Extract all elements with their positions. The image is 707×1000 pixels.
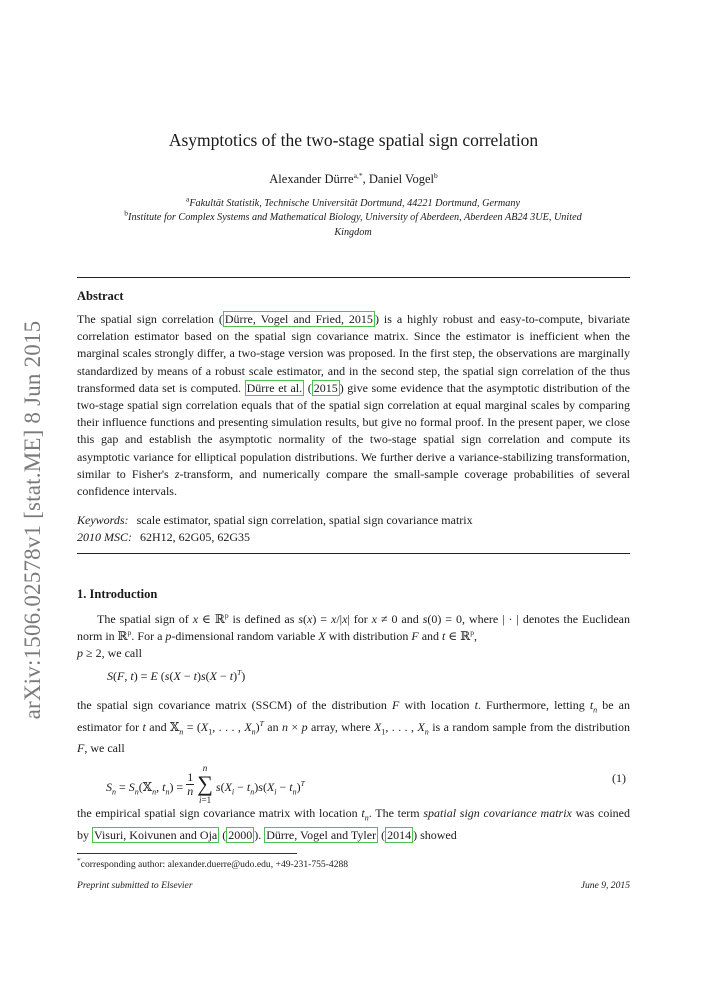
keywords: Keywords: scale estimator, spatial sign correlation, spatial sign covariance matrix bbox=[77, 513, 473, 527]
equation-empirical-sscm: $S_n$ = $S_n(𝕏_n$, $t_n$) = $\frac{1}{n}$ n ∑ i=1 $s(X_i - t_n)s(X_i - t_n)^T$ bbox=[106, 763, 305, 805]
citation-durre-2015[interactable]: Dürre, Vogel and Fried, 2015 bbox=[224, 312, 373, 326]
citation-durre-tyler[interactable]: Dürre, Vogel and Tyler bbox=[266, 827, 377, 842]
msc-codes: 2010 MSC: 62H12, 62G05, 62G35 bbox=[77, 530, 250, 544]
author-1-mark: a,* bbox=[353, 170, 363, 180]
intro-paragraph-3: the empirical spatial sign covariance matrix with location $t_n$. The term spatial sign covariance matrix was coined by Visuri, Koivunen and Oja ( 2000 ). Dürre, Vogel and Tyler ( 2014 ) showed bbox=[77, 806, 630, 842]
intro-paragraph-1: The spatial sign of x ∈ ℝ$^p$ is defined as s(x) = x/|x| for x ≠ 0 and s(0) = 0, where | · | denotes the Euclidean norm in ℝ$^p$. For a p-dimensional random variable X with distribution F and t ∈ ℝ$^p$, p ≥ 2, we call bbox=[77, 611, 631, 661]
affiliation-b: $^b$Institute for Complex Systems and Mathematical Biology, University of Aberdeen, Aberdeen AB24 3UE, United Kingdom bbox=[124, 208, 582, 238]
paper-title: Asymptotics of the two-stage spatial sign correlation bbox=[168, 130, 539, 150]
author-1: Alexander Dürre bbox=[269, 172, 354, 186]
citation-durre-et-al[interactable]: Dürre et al. bbox=[246, 380, 303, 395]
footnote-rule bbox=[77, 853, 297, 854]
citation-durre-et-al-year[interactable]: 2015 bbox=[313, 380, 338, 395]
intro-paragraph-2: the spatial sign covariance matrix (SSCM) of the distribution F with location t. Furthermore, letting $t_n$ be an estimator for t and 𝕏$_n$ = ($X_1$, . . . , $X_n)^T$ an n × p array, where $X_1$, . . . , $X_n$ is a random sample from the distribution F, we call bbox=[77, 698, 630, 756]
footer-left: Preprint submitted to Elsevier bbox=[77, 880, 193, 891]
citation-durre-tyler-year[interactable]: 2014 bbox=[387, 827, 412, 842]
top-rule bbox=[77, 277, 630, 278]
author-line: Alexander Dürre$^{a,*}$, Daniel Vogel$^b$ bbox=[269, 170, 438, 186]
footer-date: June 9, 2015 bbox=[580, 880, 630, 891]
author-2: Daniel Vogel bbox=[368, 172, 434, 186]
bottom-rule bbox=[77, 553, 630, 554]
equation-sscm: S(F, t) = E $(s(X - t)s(X - t)^T)$ bbox=[107, 668, 246, 683]
arxiv-side-label: arXiv:1506.02578v1 [stat.ME] 8 Jun 2015 bbox=[20, 320, 45, 720]
affiliation-a: $^a$Fakultät Statistik, Technische Universität Dortmund, 44221 Dortmund, Germany bbox=[185, 194, 521, 209]
abstract-text: The spatial sign correlation ( Dürre, Vogel and Fried, 2015 ) is a highly robust and easy-to-compute, bivariate correlation estimator based on the spatial sign covariance matrix. Since the estimator is inefficient when the marginal scales strongly differ, a two-stage version was proposed. In the first step, the observations are marginally standardized by means of a robust scale estimator, and in the second step, the spatial sign correlation of the thus transformed data set is computed. Dürre et al. ( 2015 ) give some evidence that the asymptotic distribution of the two-stage spatial sign correlation equals that of the spatial sign correlation at equal marginal scales by comparing their influence functions and presenting simulation results, but give no formal proof. In the present paper, we close this gap and establish the asymptotic normality of the two-stage spatial sign correlation and compute its asymptotic variance for elliptical population distributions. We further derive a variance-stabilizing transformation, similar to Fisher's z-transform, and numerically compare the small-sample coverage probabilities of several confidence intervals. bbox=[77, 312, 631, 499]
citation-visuri-year[interactable]: 2000 bbox=[228, 827, 253, 842]
section-heading-introduction: 1. Introduction bbox=[77, 587, 158, 601]
citation-visuri[interactable]: Visuri, Koivunen and Oja bbox=[94, 827, 218, 842]
footnote: *corresponding author: alexander.duerre@udo.edu, +49-231-755-4288 bbox=[77, 855, 349, 870]
abstract-heading: Abstract bbox=[77, 289, 124, 303]
author-2-mark: b bbox=[433, 170, 438, 180]
equation-number: (1) bbox=[612, 771, 626, 785]
